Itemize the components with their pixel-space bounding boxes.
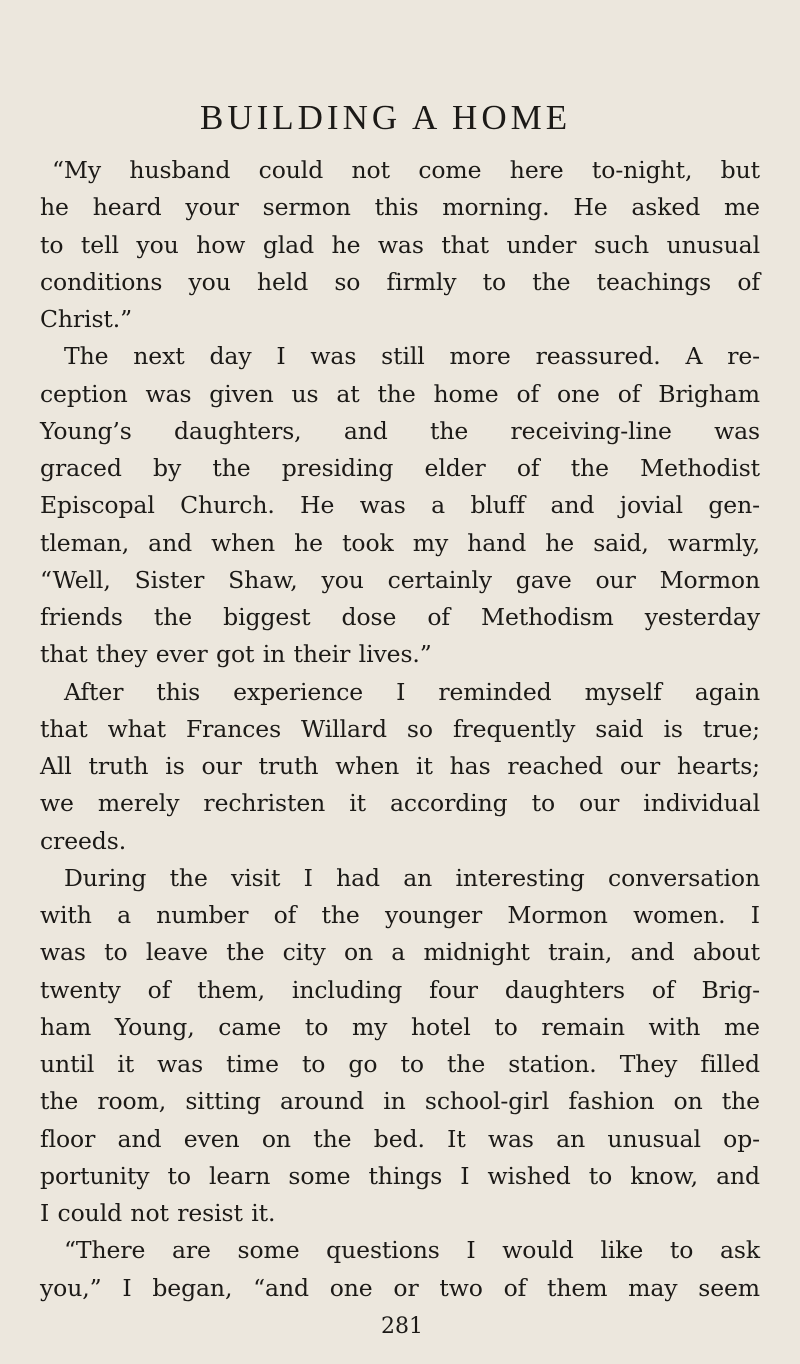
text-line: until it was time to go to the station. They filled <box>40 1050 760 1078</box>
page-number: 281 <box>381 1314 423 1339</box>
text-line: “Well, Sister Shaw, you certainly gave our Mormon <box>40 565 760 594</box>
text-line: During the visit I had an interesting conversation <box>64 863 760 892</box>
text-line: the room, sitting around in school-girl fashion on the <box>40 1087 760 1116</box>
text-line: ception was given us at the home of one of Brigham <box>40 379 760 408</box>
text-line: The next day I was still more reassured. A re- <box>64 342 760 371</box>
text-line: that they ever got in their lives.” <box>40 640 432 669</box>
text-line: tleman, and when he took my hand he said, warmly, <box>40 528 760 557</box>
text-line: Episcopal Church. He was a bluff and jovial gen- <box>40 491 760 520</box>
text-line: with a number of the younger Mormon women. I <box>40 901 760 929</box>
text-line: After this experience I reminded myself again <box>64 677 760 706</box>
text-line: “There are some questions I would like to ask <box>64 1236 760 1265</box>
text-line: twenty of them, including four daughters of Brig- <box>40 975 760 1004</box>
text-line: I could not resist it. <box>40 1199 276 1227</box>
text-line: friends the biggest dose of Methodism yesterday <box>40 603 760 631</box>
text-line: you,” I began, “and one or two of them may seem <box>40 1273 760 1302</box>
text-line: creeds. <box>40 826 127 855</box>
text-line: was to leave the city on a midnight train, and about <box>40 938 760 967</box>
text-line: “My husband could not come here to-night, but <box>52 156 760 184</box>
running-head: BUILDING A HOME <box>200 98 572 137</box>
text-line: to tell you how glad he was that under such unusual <box>40 230 760 259</box>
text-line: All truth is our truth when it has reached our hearts; <box>40 752 760 780</box>
text-line: we merely rechristen it according to our individual <box>40 789 760 818</box>
text-line: graced by the presiding elder of the Methodist <box>40 454 760 482</box>
text-line: portunity to learn some things I wished to know, and <box>40 1161 760 1190</box>
text-line: ham Young, came to my hotel to remain with me <box>40 1012 760 1041</box>
text-line: he heard your sermon this morning. He asked me <box>40 193 760 222</box>
text-line: Young’s daughters, and the receiving-line was <box>40 416 760 445</box>
text-line: floor and even on the bed. It was an unusual op- <box>40 1124 760 1153</box>
text-line: Christ.” <box>40 305 133 333</box>
text-line: conditions you held so firmly to the teachings of <box>40 267 760 296</box>
body-text <box>40 152 760 1307</box>
text-line: that what Frances Willard so frequently said is true; <box>40 714 760 743</box>
